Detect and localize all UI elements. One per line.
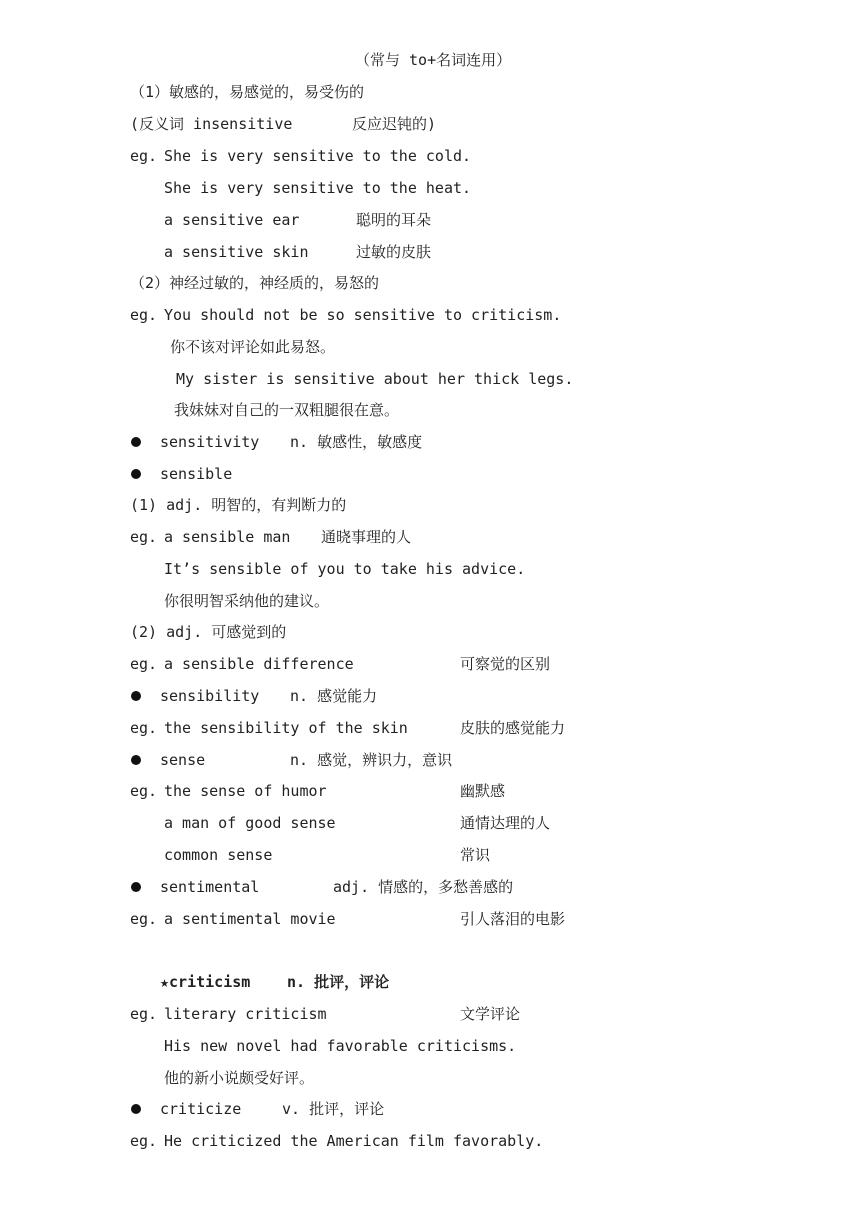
headword-definition: adj. 情感的，多愁善感的 [333,878,514,896]
eg-label: eg. [130,655,158,673]
eg-label: eg. [130,1005,158,1023]
example-phrase: the sensibility of the skin [164,719,408,737]
example-sentence: It’s sensible of you to take his advice. [164,560,526,578]
sense-1-heading: (1) adj. 明智的，有判断力的 [130,496,347,514]
bullet-icon [131,755,141,765]
sense-2-heading: (2) adj. 可感觉到的 [130,623,287,641]
sense-2-heading: （2）神经过敏的，神经质的，易怒的 [130,274,380,292]
eg-label: eg. [130,306,158,324]
example-translation: 通情达理的人 [460,814,551,832]
bullet-icon [131,437,141,447]
eg-label: eg. [130,782,158,800]
bullet-icon [131,882,141,892]
eg-label: eg. [130,528,158,546]
example-translation: 幽默感 [460,782,506,800]
headword-definition: n. 感觉能力 [290,687,378,705]
example-sentence: His new novel had favorable criticisms. [164,1037,517,1055]
example-phrase: a sentimental movie [164,910,336,928]
example-phrase: a sensitive ear [164,211,300,229]
example-translation: 引人落泪的电影 [460,910,566,928]
bullet-icon [131,469,141,479]
example-phrase: a sensitive skin [164,243,309,261]
example-phrase: a man of good sense [164,814,336,832]
headword: criticize [160,1100,242,1118]
example-phrase: common sense [164,846,273,864]
example-sentence: You should not be so sensitive to criticism. [164,306,562,324]
headword-definition: n. 感觉，辨识力，意识 [290,751,453,769]
bullet-icon [131,1104,141,1114]
example-translation: 你很明智采纳他的建议。 [164,592,330,610]
headword: sensible [160,465,233,483]
example-translation: 通晓事理的人 [321,528,412,546]
example-phrase: a sensible difference [164,655,354,673]
usage-note: （常与 to+名词连用） [355,51,512,69]
headword: sentimental [160,878,260,896]
example-translation: 你不该对评论如此易怒。 [170,338,336,356]
antonym-meaning: 反应迟钝的) [352,115,437,133]
entry-heading: ★criticism [160,973,251,991]
example-translation: 聪明的耳朵 [356,211,432,229]
example-phrase: the sense of humor [164,782,327,800]
example-sentence: My sister is sensitive about her thick legs. [176,370,574,388]
bullet-icon [131,691,141,701]
entry-definition: n. 批评，评论 [287,973,390,991]
eg-label: eg. [130,910,158,928]
headword: sensitivity [160,433,260,451]
eg-label: eg. [130,147,158,165]
example-phrase: literary criticism [164,1005,327,1023]
eg-label: eg. [130,1132,158,1150]
example-translation: 皮肤的感觉能力 [460,719,566,737]
example-translation: 文学评论 [460,1005,521,1023]
headword: sensibility [160,687,260,705]
example-translation: 可察觉的区别 [460,655,551,673]
example-sentence: She is very sensitive to the heat. [164,179,472,197]
headword-definition: v. 批评，评论 [282,1100,385,1118]
sense-1-heading: （1）敏感的，易感觉的，易受伤的 [130,83,365,101]
example-translation: 过敏的皮肤 [356,243,432,261]
eg-label: eg. [130,719,158,737]
antonym-word: (反义词 insensitive [130,115,293,133]
example-sentence: He criticized the American film favorably. [164,1132,544,1150]
example-translation: 我妹妹对自己的一双粗腿很在意。 [174,401,400,419]
example-sentence: She is very sensitive to the cold. [164,147,472,165]
example-translation: 常识 [460,846,491,864]
example-translation: 他的新小说颇受好评。 [164,1069,315,1087]
headword: sense [160,751,206,769]
headword-definition: n. 敏感性，敏感度 [290,433,423,451]
example-phrase: a sensible man [164,528,291,546]
